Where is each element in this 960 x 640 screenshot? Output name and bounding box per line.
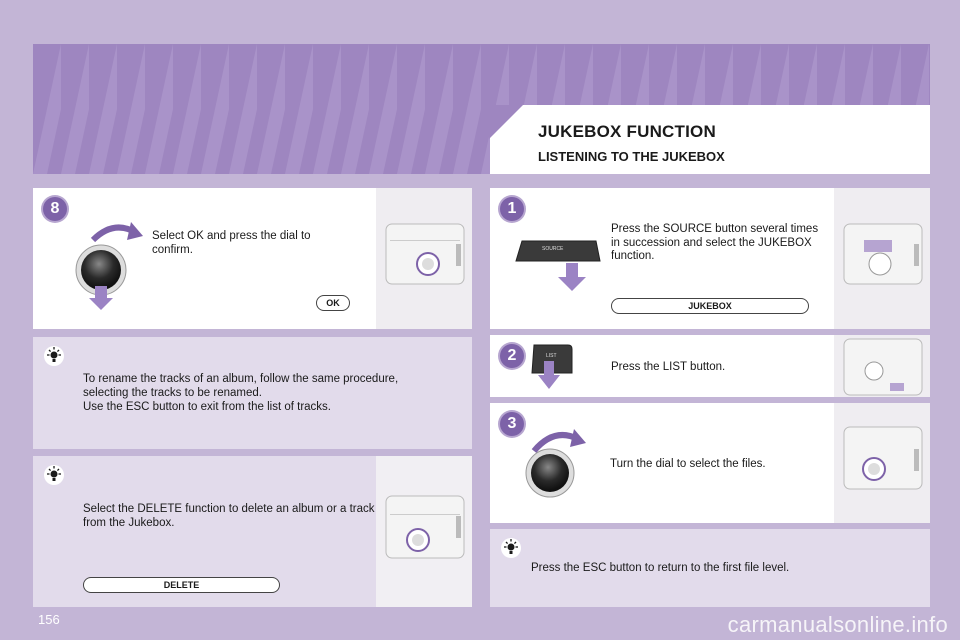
list-button-label: LIST [546,353,557,359]
step-8-panel [33,188,472,329]
step-3-text: Turn the dial to select the files. [610,458,766,470]
radio-panel-image [834,335,930,397]
tip-rename-line-1: To rename the tracks of an album, follow the same procedure, [83,373,399,385]
radio-panel-image [376,456,472,607]
dial-turn-icon [524,421,594,516]
step-badge-3: 3 [500,412,524,436]
step-3-panel [490,403,930,523]
radio-panel-drawing [376,188,472,329]
jukebox-pill: JUKEBOX [611,298,809,314]
section-title: LISTENING TO THE JUKEBOX [538,149,725,164]
step-2-text: Press the LIST button. [611,361,726,373]
step-8-text: Select OK and press the dial to confirm. [152,230,311,256]
page-number: 156 [38,612,60,627]
page-title: JUKEBOX FUNCTION [538,122,716,141]
tip-rename-panel [33,337,472,449]
step-badge-1: 1 [500,197,524,221]
step-2-panel [490,335,930,397]
tip-delete-panel [33,456,472,607]
tip-rename-line-3: Use the ESC button to exit from the list of tracks. [83,401,331,413]
title-box [490,105,930,174]
step-1-panel [490,188,930,329]
list-button-press-icon [528,335,578,397]
source-button-label: SOURCE [542,246,564,252]
dial-press-icon [73,218,143,313]
tip-rename-line-2: selecting the tracks to be renamed. [83,387,262,399]
lightbulb-icon [43,345,65,367]
tip-esc-panel [490,529,930,607]
delete-pill: DELETE [83,577,280,593]
radio-panel-image [376,188,472,329]
radio-panel-drawing [834,335,930,397]
tip-esc-text: Press the ESC button to return to the first file level. [531,562,790,574]
radio-panel-drawing [834,403,930,523]
step-badge-8: 8 [43,197,67,221]
tip-delete-text: Select the DELETE function to delete an album or a track from the Jukebox. [83,503,375,529]
radio-panel-drawing [376,456,472,607]
radio-panel-drawing [834,188,930,329]
lightbulb-icon [43,464,65,486]
ok-pill: OK [316,295,350,311]
lightbulb-icon [500,537,522,559]
title-notch [489,105,523,139]
radio-panel-image [834,188,930,329]
step-1-text: Press the SOURCE button several times in succession and select the JUKEBOX function. [611,223,819,262]
watermark: carmanualsonline.info [727,612,948,637]
radio-panel-image [834,403,930,523]
step-badge-2: 2 [500,344,524,368]
